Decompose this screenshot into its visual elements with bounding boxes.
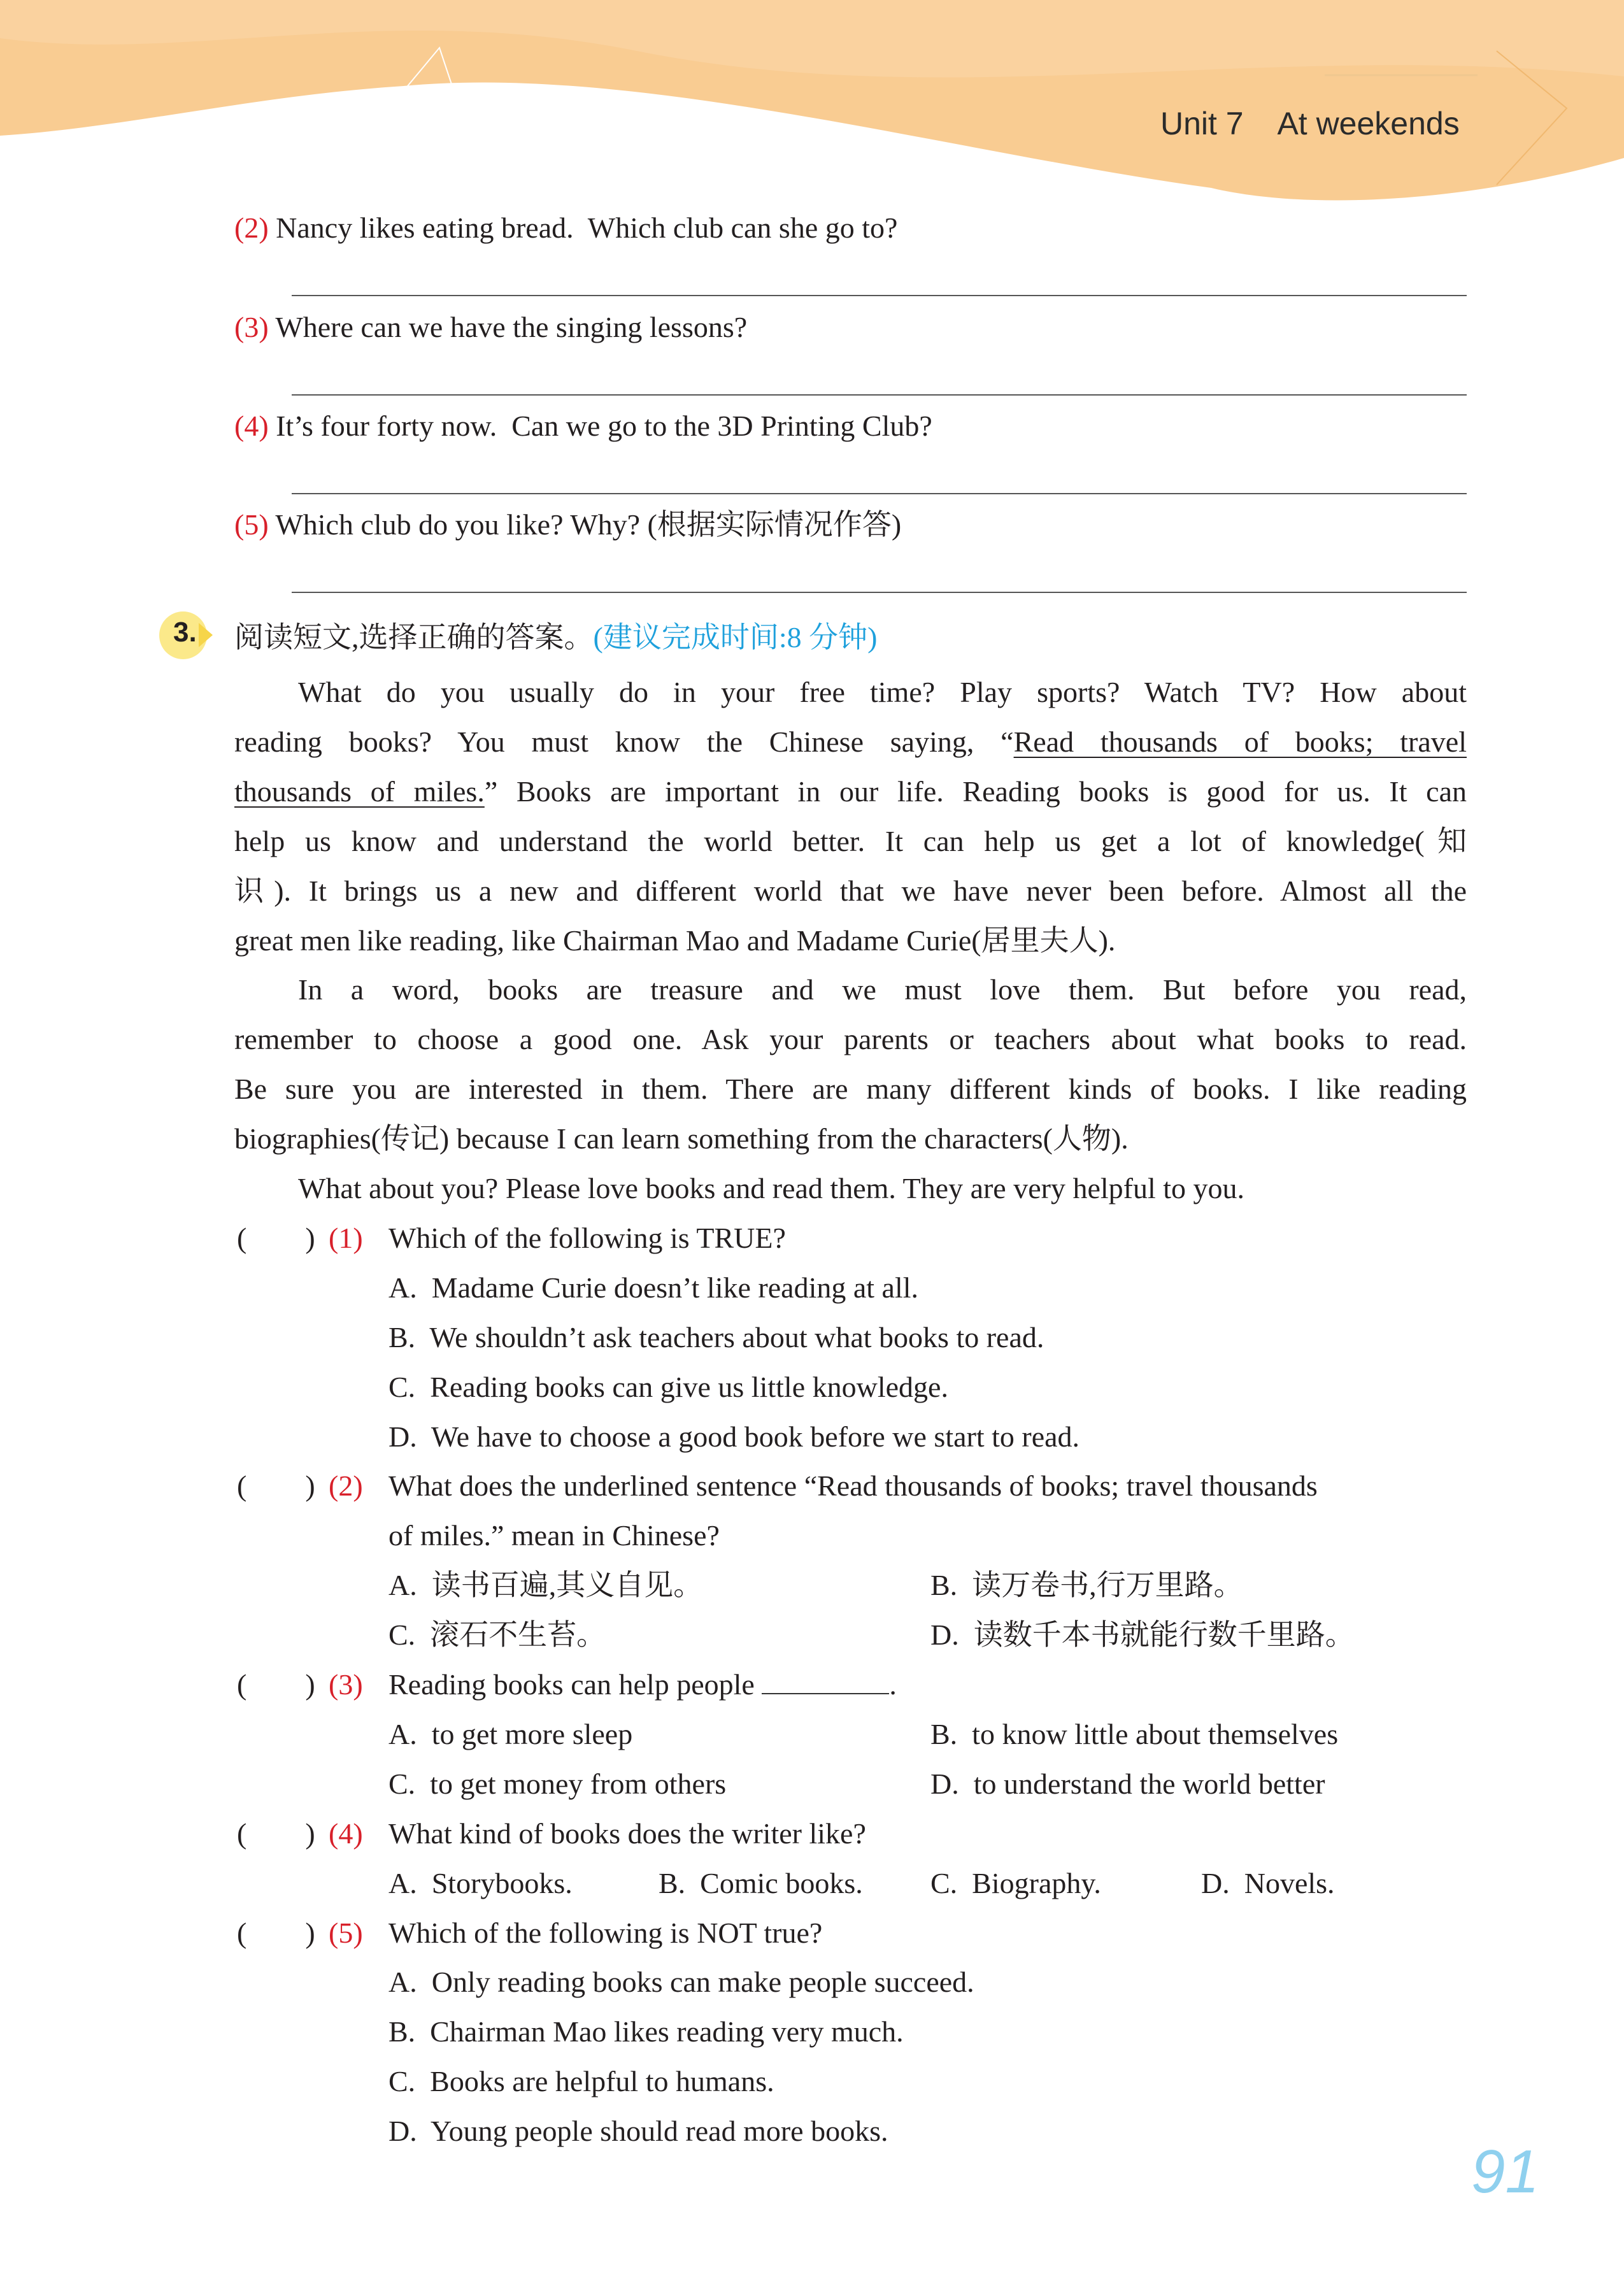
option-text: B. to know little about themselves <box>930 1717 1339 1750</box>
option-text: B. Comic books. <box>659 1866 863 1899</box>
section-title: 阅读短文,选择正确的答案。(建议完成时间:8 分钟) <box>234 621 878 654</box>
passage-text: great men like reading, like Chairman Mao and Madame Curie(居里夫人). <box>234 924 1116 957</box>
question-number-text: (3) <box>329 1668 363 1701</box>
answer-line[interactable] <box>292 592 1467 593</box>
answer-option[interactable] <box>388 2062 774 2101</box>
question-stem <box>388 1815 866 1853</box>
question-stem <box>388 1517 720 1555</box>
option-text: C. Reading books can give us little knowledge. <box>388 1370 948 1403</box>
answer-option[interactable] <box>388 1269 918 1307</box>
passage-line <box>298 1169 1467 1208</box>
passage-line <box>234 1120 1467 1158</box>
passage-text: In a word, books are treasure and we must love them. But before you read, <box>298 973 1467 1006</box>
answer-option[interactable] <box>388 1765 726 1803</box>
underlined-sentence: thousands of miles. <box>234 775 485 808</box>
passage-text: help us know and understand the world better. It can help us get a lot of knowledge(知 <box>234 824 1467 857</box>
option-text: D. Young people should read more books. <box>388 2115 888 2148</box>
answer-option[interactable] <box>388 1616 606 1654</box>
answer-bracket-text: ( ) <box>237 1668 315 1701</box>
question-number <box>329 1815 363 1853</box>
answer-bracket-text: ( ) <box>237 1916 315 1949</box>
question-3: (3) Where can we have the singing lessons? <box>234 311 748 343</box>
question-stem-text: Which of the following is TRUE? <box>388 1221 786 1254</box>
fill-blank[interactable] <box>762 1668 889 1694</box>
answer-line[interactable] <box>292 394 1467 396</box>
question-5: (5) Which club do you like? Why? (根据实际情况作答) <box>234 508 902 541</box>
answer-option[interactable] <box>388 1418 1079 1456</box>
question-2: (2) Nancy likes eating bread. Which club can she go to? <box>234 211 898 244</box>
option-text: D. to understand the world better <box>930 1767 1325 1800</box>
option-text: A. Only reading books can make people succeed. <box>388 1966 974 1999</box>
wave-decoration <box>0 0 1624 204</box>
underlined-sentence: Read thousands of books; travel <box>1013 725 1467 758</box>
answer-bracket[interactable] <box>237 1815 315 1853</box>
question-4: (4) It’s four forty now. Can we go to the 3D Printing Club? <box>234 410 932 442</box>
answer-option[interactable] <box>930 1864 1101 1903</box>
answer-option[interactable] <box>388 2013 904 2051</box>
passage-line <box>234 922 1467 960</box>
stem-end: . <box>889 1668 897 1701</box>
option-text: C. Biography. <box>930 1866 1101 1899</box>
option-text: D. 读数千本书就能行数千里路。 <box>930 1618 1355 1652</box>
answer-option[interactable] <box>1201 1864 1335 1903</box>
answer-option[interactable] <box>388 1566 702 1604</box>
passage-text: remember to choose a good one. Ask your parents or teachers about what books to read. <box>234 1023 1467 1056</box>
question-number <box>329 1914 363 1952</box>
passage-line <box>298 673 1467 711</box>
answer-bracket[interactable] <box>237 1219 315 1257</box>
answer-option[interactable] <box>388 1318 1044 1357</box>
question-stem-text: What does the underlined sentence “Read thousands of books; travel thousands <box>388 1469 1318 1503</box>
page-header-banner <box>0 0 1624 204</box>
page-number: 91 <box>1471 2138 1539 2206</box>
question-stem <box>388 1219 786 1257</box>
passage-line <box>234 1070 1467 1108</box>
question-stem <box>388 1914 822 1952</box>
badge-arrow-icon <box>199 623 213 647</box>
passage-line <box>234 723 1467 761</box>
passage-text: biographies(传记) because I can learn something from the characters(人物). <box>234 1122 1129 1155</box>
question-number-text: (4) <box>329 1817 363 1850</box>
question-number <box>329 1219 363 1257</box>
answer-option[interactable] <box>388 2112 888 2150</box>
question-stem-text: What kind of books does the writer like? <box>388 1817 866 1850</box>
answer-option[interactable] <box>930 1566 1243 1604</box>
answer-option[interactable] <box>388 1963 974 2001</box>
question-stem <box>388 1666 897 1704</box>
passage-line <box>234 773 1467 811</box>
option-text: A. Storybooks. <box>388 1866 573 1899</box>
question-stem-text: Which of the following is NOT true? <box>388 1916 823 1949</box>
option-text: A. Madame Curie doesn’t like reading at all. <box>388 1271 919 1304</box>
option-text: C. Books are helpful to humans. <box>388 2065 774 2098</box>
unit-title: Unit 7 At weekends <box>1160 106 1460 141</box>
passage-text: reading books? You must know the Chinese saying, “ <box>234 725 1014 758</box>
passage-text: ” Books are important in our life. Reading books is good for us. It can <box>484 775 1467 808</box>
question-number <box>329 1666 363 1704</box>
answer-option[interactable] <box>930 1616 1355 1654</box>
answer-option[interactable] <box>930 1715 1338 1754</box>
answer-option[interactable] <box>659 1864 863 1903</box>
question-number-text: (1) <box>329 1221 363 1254</box>
question-stem-text: Reading books can help people <box>388 1668 755 1701</box>
answer-bracket-text: ( ) <box>237 1817 315 1850</box>
option-text: D. Novels. <box>1201 1866 1335 1899</box>
time-hint: (建议完成时间:8 分钟) <box>593 621 878 654</box>
answer-option[interactable] <box>388 1864 573 1903</box>
question-stem-text: of miles.” mean in Chinese? <box>388 1519 720 1552</box>
answer-bracket-text: ( ) <box>237 1469 315 1503</box>
answer-option[interactable] <box>930 1765 1325 1803</box>
answer-line[interactable] <box>292 493 1467 494</box>
option-text: C. 滚石不生苔。 <box>388 1618 606 1652</box>
passage-text: Be sure you are interested in them. There are many different kinds of books. I like reading <box>234 1073 1467 1106</box>
question-number <box>329 1467 363 1505</box>
option-text: B. We shouldn’t ask teachers about what books to read. <box>388 1320 1044 1354</box>
section-number: 3. <box>173 617 197 648</box>
answer-option[interactable] <box>388 1368 948 1406</box>
option-text: B. 读万卷书,行万里路。 <box>930 1569 1243 1602</box>
question-stem <box>388 1467 1318 1505</box>
option-text: B. Chairman Mao likes reading very much. <box>388 2015 904 2048</box>
passage-line <box>234 872 1467 910</box>
passage-text: What do you usually do in your free time? Play sports? Watch TV? How about <box>298 676 1467 708</box>
answer-bracket-text: ( ) <box>237 1221 315 1254</box>
question-number-text: (2) <box>329 1469 363 1503</box>
passage-line <box>298 971 1467 1009</box>
option-text: D. We have to choose a good book before we start to read. <box>388 1420 1080 1453</box>
option-text: A. to get more sleep <box>388 1717 633 1750</box>
passage-text: What about you? Please love books and read them. They are very helpful to you. <box>298 1172 1245 1204</box>
answer-bracket[interactable] <box>237 1666 315 1704</box>
answer-option[interactable] <box>388 1715 632 1754</box>
answer-bracket[interactable] <box>237 1914 315 1952</box>
question-number-text: (5) <box>329 1916 363 1949</box>
passage-line <box>234 1020 1467 1059</box>
option-text: A. 读书百遍,其义自见。 <box>388 1569 703 1602</box>
option-text: C. to get money from others <box>388 1767 727 1800</box>
passage-line <box>234 822 1467 861</box>
passage-text: 识). It brings us a new and different world that we have never been before. Almost all the <box>234 874 1467 907</box>
answer-bracket[interactable] <box>237 1467 315 1505</box>
answer-line[interactable] <box>292 295 1467 296</box>
